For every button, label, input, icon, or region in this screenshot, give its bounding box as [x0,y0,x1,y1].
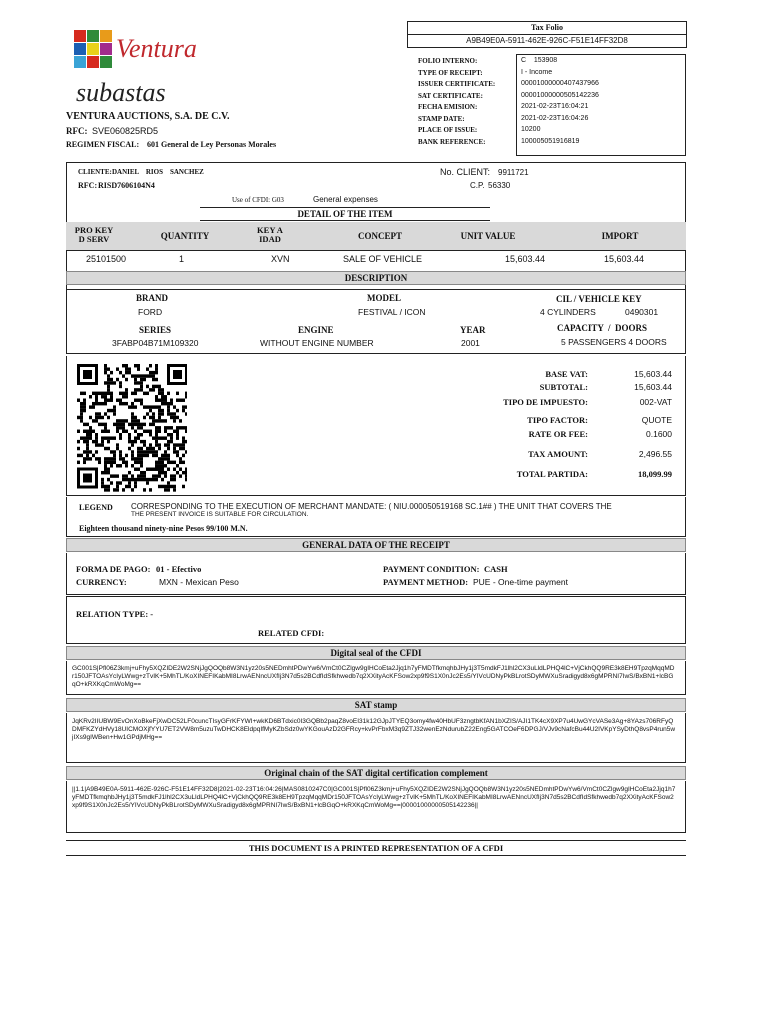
cfdi-use-label: Use of CFDI: G03 [232,196,284,204]
amount-in-words: Eighteen thousand ninety-nine Pesos 99/100 M.N. [79,524,248,533]
header-pro-key [72,226,116,244]
currency-value: MXN - Mexican Peso [159,577,239,587]
receipt-info-value: 00001000000407437966 [521,80,599,87]
legend-text-line2: THE PRESENT INVOICE IS SUITABLE FOR CIRCULATION. [131,511,309,518]
detail-title: DETAIL OF THE ITEM [200,207,490,221]
total-value: 2,496.55 [638,449,672,459]
row-pro-key: 25101500 [86,254,127,264]
legend-label: LEGEND [79,503,113,512]
receipt-info-value: 100005051916819 [521,137,580,145]
logo-brand-top: Ventura [116,34,197,63]
receipt-info-label: FECHA EMISION: [418,103,478,111]
issuer-rfc-value: SVE060825RD5 [92,126,159,136]
receipt-info-label: STAMP DATE: [418,114,465,123]
total-label: SUBTOTAL: [539,382,588,392]
digital-seal-text: GC001S|Pfl06Z3kmj+uFhy5XQZIDE2W2SNjJgQOQb8W3N1yz20s5NEDmhtPDwYw6/VmCt0CZlgw9gIHCoEta2Jjq1h7yFMDTfkmqhbJHy1j3T5mdkFJ1lhl2CX3uLldLPHQ4lC+VjCkhQQ9RE3k8EH9TpzqMqqMDr150JFTOAsYcIyLWwg+zTvIK+5MhTL/KoXINEFIKabMI8LrwAENncUXfIj3N7d5s2BCdfIdSfkhwedb7q2XXityAcKFSow2xp9f9S1X0nJc2Es5/YIVcUDNyPkBLrotSDyMWXuSradigyd8x6gMPRNI7IwS/BxBN1+lcBGqO+kRXKqCmWoMg== [72,665,675,688]
regime-label: REGIMEN FISCAL: [66,140,140,149]
cil-label: CIL / VEHICLE KEY [556,294,642,304]
digital-seal-title: Digital seal of the CFDI [66,646,686,660]
cfdi-use-value: General expenses [313,195,378,204]
original-chain-title: Original chain of the SAT digital certification complement [66,766,686,780]
receipt-info-value: 00001000000505142236 [521,91,599,99]
tax-folio-box [407,21,687,48]
cp-label: C.P. [470,181,485,190]
original-chain-text: ||1.1|A9B49E0A-5911-462E-926C-F51E14FF32D8|2021-02-23T16:04:26|MAS0810247C0|GC001S|Pfl06Z3kmj+uFhy5XQZIDE2W2SNjJgQOQb8W3N1yz20s5NEDmhtPDwYw6/VmCt0CZlgw9gIHCoEta2Jjq1h7yFMDTfkmqhbJHy1j3T5mdkFJ1lhl2CX3uLldLPHQ4lC+VjCkhQQ9RE3k8EH9TpzqMqqMDr150JFTOAsYcIyLWwg+zTvIK+5MhTL/KoXINEFIKabMI8LrwAENncUXfIj3N7d5s2BCdfIdSfkhwedb7q2XXityAcKFSow2xp9f9S1X0nJc2Es5/YIVcUDNyPkBLrotSDyMWXuSradigyd8x6gMPRNI7IwS/BxBN1+lcBGqO+kRXKqCmWoMg==|00001000000505142236|| [72,786,676,809]
receipt-info-label: BANK REFERENCE: [418,137,486,146]
sat-stamp-title: SAT stamp [66,698,686,712]
payment-condition-value: CASH [484,564,508,574]
cp-value: 56330 [488,181,511,190]
payment-condition-label: PAYMENT CONDITION: [383,564,480,574]
forma-pago-label: FORMA DE PAGO: [76,564,151,574]
header-concept: CONCEPT [357,231,402,241]
no-client-label: No. CLIENT: [440,167,491,177]
receipt-info-value: C 153908 [521,57,558,64]
total-value: 002-VAT [639,397,672,407]
issuer-rfc-label: RFC: [66,126,88,136]
client-rfc-value: RISD7606104N4 [98,181,155,190]
sat-stamp-text: JqKRv2IIUBW9EvOnXoBkeFjXwDC52LF0cuncTIsyGFrKFYWI+wkKD6BTdxic0I3GQBb2paqZ8voEI31k12GJpJTYEQ3omy4fw40HbUF3zngtbKfAN1bXZIS/AJI1TK4cX9XP7u4UwGYcVASe3Ag+8YAzs706RFyQDMFKZYdHVy18UICMOXjfYYU7ET2VW8m5uzuTwDHCK8EldpqIfMyKZbSdz0wYKGouAzD2GFRcy+kvPrFbxM3q9ZTJ32wenEzNdurubZ22Eng5GATCOeF6DPGJ/VJv9cNafcBu44U2IVKpYSyDthQ8vsP4run5wjIXs9gIWBen+Hw1GPdjMHg== [72,718,676,741]
header-unit-value: UNIT VALUE [460,231,516,241]
qr-code [77,364,187,492]
receipt-info-label: PLACE OF ISSUE: [418,126,478,134]
receipt-info-value: 2021-02-23T16:04:21 [521,103,589,110]
receipt-info-value: 10200 [521,126,541,133]
footer-note: THIS DOCUMENT IS A PRINTED REPRESENTATION OF A CFDI [66,840,686,856]
tax-folio-label: Tax Folio [408,23,686,35]
row-key: XVN [271,254,290,264]
total-label: BASE VAT: [545,369,588,379]
relation-box [66,596,686,644]
total-label: TIPO FACTOR: [527,415,588,425]
legend-text-line1: CORRESPONDING TO THE EXECUTION OF MERCHANT MANDATE: ( NIU.000050519168 SC.1## ) THE UNIT THAT COVERS THE [131,502,612,511]
cil-value: 4 CYLINDERS [540,307,596,317]
total-value: 15,603.44 [634,382,672,392]
total-value: 18,099.99 [638,469,672,479]
engine-value: WITHOUT ENGINE NUMBER [260,338,374,348]
client-name-value: DANIEL RIOS SANCHEZ [112,168,204,176]
series-value: 3FABP04B71M109320 [112,338,199,348]
total-label: RATE OR FEE: [528,429,588,439]
brand-label: BRAND [136,293,169,303]
model-label: MODEL [367,293,402,303]
total-value: QUOTE [641,415,672,425]
currency-label: CURRENCY: [76,577,127,587]
header-pro-key-text: PRO KEY D SERV [74,225,114,244]
engine-label: ENGINE [298,325,334,335]
relation-type-label: RELATION TYPE: - [76,609,154,619]
header-import: IMPORT [601,231,639,241]
client-name-label: CLIENTE: [78,168,112,176]
brand-value: FORD [138,307,163,317]
tax-folio-value: A9B49E0A-5911-462E-926C-F51E14FF32D8 [466,36,628,45]
payment-method-value: PUE - One-time payment [473,577,568,587]
row-concept: SALE OF VEHICLE [343,254,423,264]
issuer-name: VENTURA AUCTIONS, S.A. DE C.V. [66,111,230,122]
receipt-info-label: ISSUER CERTIFICATE: [418,80,496,88]
logo-mosaic-icon [72,28,116,72]
capacity-label: CAPACITY / DOORS [557,323,648,333]
header-key-a-idad: KEY A IDAD [257,225,283,244]
general-box [66,553,686,595]
header-quantity: QUANTITY [160,231,210,241]
row-import: 15,603.44 [604,254,645,264]
forma-pago-value: 01 - Efectivo [156,564,202,574]
model-value: FESTIVAL / ICON [358,307,426,317]
receipt-info-label: SAT CERTIFICATE: [418,91,483,100]
receipt-info-label: TYPE OF RECEIPT: [418,68,483,77]
description-title: DESCRIPTION [66,271,686,285]
related-cfdi-label: RELATED CFDI: [258,628,325,638]
capacity-value: 5 PASSENGERS 4 DOORS [561,337,667,347]
no-client-value: 9911721 [498,168,529,177]
receipt-info-value: 2021-02-23T16:04:26 [521,114,589,122]
row-quantity: 1 [179,254,185,264]
series-label: SERIES [139,325,172,335]
receipt-info-label: FOLIO INTERNO: [418,57,478,65]
total-label: TOTAL PARTIDA: [516,469,588,479]
client-rfc-label: RFC: [78,181,98,190]
total-value: 15,603.44 [634,369,672,379]
row-unit-value: 15,603.44 [505,254,546,264]
company-logo [72,26,212,108]
total-label: TAX AMOUNT: [528,449,588,459]
receipt-info-value: I - Income [521,68,553,76]
year-label: YEAR [460,325,486,335]
payment-method-label: PAYMENT METHOD: [383,577,469,587]
regime-value: 601 General de Ley Personas Morales [147,140,277,149]
general-title: GENERAL DATA OF THE RECEIPT [66,538,686,552]
total-label: TIPO DE IMPUESTO: [503,397,588,407]
year-value: 2001 [461,338,480,348]
logo-brand-bottom: subastas [76,78,166,107]
total-value: 0.1600 [646,429,672,439]
vehicle-key-value: 0490301 [625,307,659,317]
